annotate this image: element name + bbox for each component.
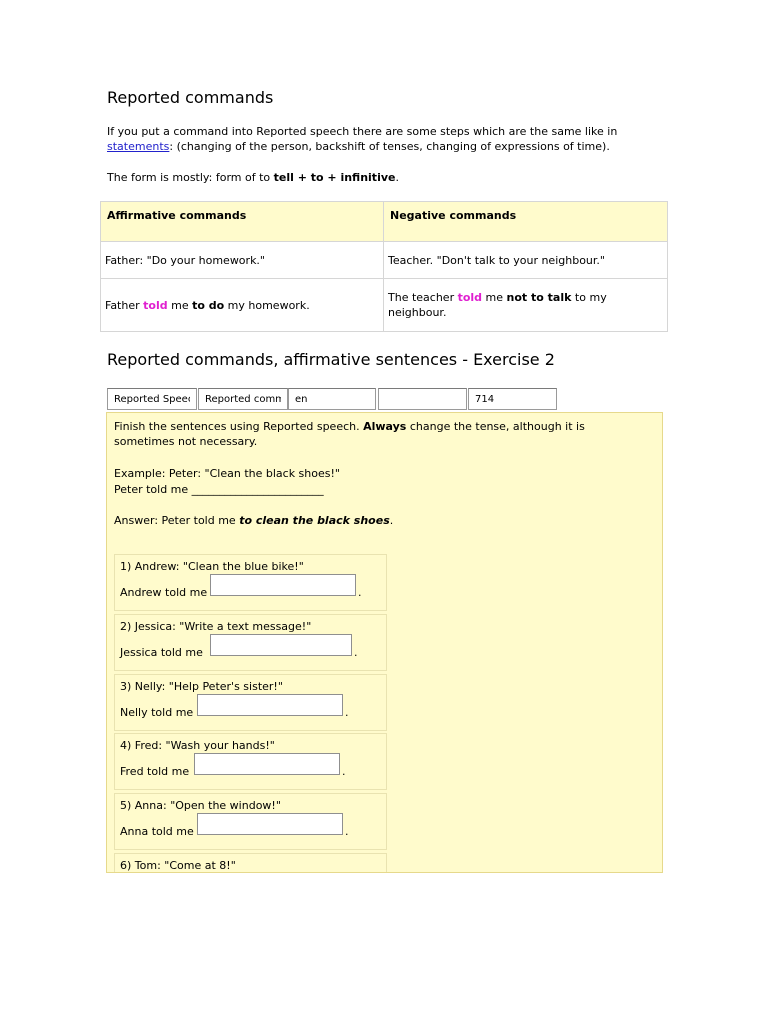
answer-lead: Anna told me	[120, 825, 194, 838]
header-affirmative: Affirmative commands	[101, 202, 384, 242]
answer-lead: Nelly told me	[120, 706, 194, 719]
answer-lead: Fred told me	[120, 765, 190, 778]
instruction	[114, 419, 644, 449]
text: me	[167, 298, 193, 312]
text: .	[389, 514, 394, 527]
period: .	[358, 586, 362, 599]
answer-input-4[interactable]	[194, 753, 340, 775]
cell-teacher-direct: Teacher. "Don't talk to your neighbour."	[384, 242, 668, 279]
told-highlight: told	[143, 298, 168, 312]
question-2	[114, 614, 387, 671]
question-4	[114, 733, 387, 790]
text: Father	[105, 298, 144, 312]
question-5	[114, 793, 387, 850]
period: .	[345, 825, 349, 838]
form-line	[107, 170, 399, 185]
text: me	[482, 291, 507, 304]
form-bold: tell + to + infinitive	[273, 171, 396, 184]
answer-input-5[interactable]	[197, 813, 343, 835]
period: .	[354, 646, 358, 659]
period: .	[342, 765, 346, 778]
text: change the tense, although it is	[406, 420, 585, 433]
cell-father-direct: Father: "Do your homework."	[101, 242, 384, 279]
cell-father-reported	[101, 279, 384, 332]
field-topic[interactable]	[198, 388, 288, 410]
form-suffix: .	[395, 171, 399, 184]
page-title: Reported commands	[107, 88, 274, 107]
question-6	[114, 853, 387, 873]
field-category[interactable]	[107, 388, 197, 410]
text: neighbour.	[388, 306, 447, 319]
example-blank-line: Peter told me ________________________	[114, 483, 324, 496]
question-text: 5) Anna: "Open the window!"	[120, 799, 281, 812]
intro-text-rest: : (changing of the person, backshift of tenses, changing of expressions of time).	[169, 140, 610, 153]
answer-line	[114, 513, 393, 528]
field-language[interactable]	[288, 388, 376, 410]
question-text: 3) Nelly: "Help Peter's sister!"	[120, 680, 283, 693]
question-3	[114, 674, 387, 731]
bold-text: not to talk	[506, 291, 572, 304]
text: my homework.	[224, 298, 310, 312]
bold-text: to do	[192, 298, 225, 312]
cell-teacher-reported	[384, 279, 668, 332]
period: .	[345, 706, 349, 719]
answer-input-3[interactable]	[197, 694, 343, 716]
bold-text: Always	[363, 420, 407, 433]
question-text: 1) Andrew: "Clean the blue bike!"	[120, 560, 304, 573]
answer-lead: Andrew told me	[120, 586, 208, 599]
told-highlight: told	[457, 291, 483, 304]
answer-input-1[interactable]	[210, 574, 356, 596]
text: to my	[571, 291, 607, 304]
intro-paragraph	[107, 124, 667, 154]
form-prefix: The form is mostly: form of to	[107, 171, 274, 184]
question-1	[114, 554, 387, 611]
header-negative: Negative commands	[384, 202, 668, 242]
intro-text: If you put a command into Reported speech there are some steps which are the same like in	[107, 125, 618, 138]
exercise-box	[106, 412, 663, 873]
answer-input-2[interactable]	[210, 634, 352, 656]
text: Answer: Peter told me	[114, 514, 240, 527]
field-number[interactable]	[468, 388, 557, 410]
question-text: 4) Fred: "Wash your hands!"	[120, 739, 275, 752]
text: Finish the sentences using Reported speech.	[114, 420, 364, 433]
commands-table	[100, 201, 668, 332]
text: The teacher	[388, 291, 458, 304]
field-blank[interactable]	[378, 388, 467, 410]
example-line: Example: Peter: "Clean the black shoes!"	[114, 467, 340, 480]
exercise-heading: Reported commands, affirmative sentences - Exercise 2	[107, 350, 555, 369]
statements-link[interactable]: statements	[107, 140, 170, 153]
answer-bold: to clean the black shoes	[239, 514, 390, 527]
question-text: 2) Jessica: "Write a text message!"	[120, 620, 312, 633]
answer-lead: Jessica told me	[120, 646, 203, 659]
question-text: 6) Tom: "Come at 8!"	[120, 859, 236, 872]
text: sometimes not necessary.	[114, 435, 258, 448]
